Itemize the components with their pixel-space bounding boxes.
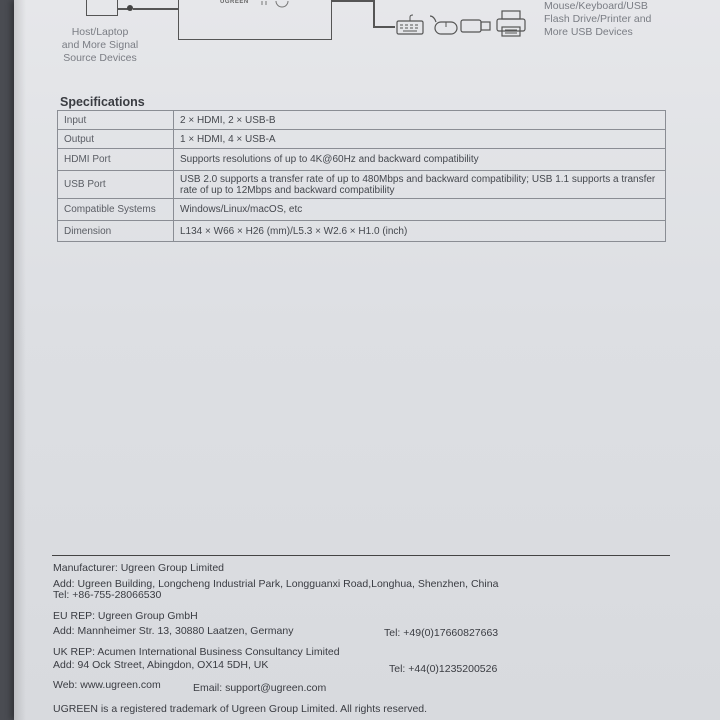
uk-rep-name: UK REP: Acumen International Business Consultancy Limited <box>53 646 340 658</box>
output-cable-line <box>332 0 374 2</box>
host-caption <box>48 26 152 65</box>
spec-value: 2 × HDMI, 2 × USB-B <box>174 111 666 130</box>
web-address[interactable]: Web: www.ugreen.com <box>53 679 161 691</box>
spec-row <box>58 221 666 242</box>
peripherals-caption-line-2: Flash Drive/Printer and <box>544 13 652 25</box>
device-port-icon <box>260 0 300 8</box>
spec-label: USB Port <box>58 171 174 199</box>
spec-value: 1 × HDMI, 4 × USB-A <box>174 130 666 149</box>
specifications-title: Specifications <box>60 95 145 109</box>
spec-label: Output <box>58 130 174 149</box>
spec-value: USB 2.0 supports a transfer rate of up to 480Mbps and backward compatibility; USB 1.1 supports a transfer rate of up to 12Mbps and backward compatibility <box>174 171 666 199</box>
spec-value: Supports resolutions of up to 4K@60Hz and backward compatibility <box>174 149 666 171</box>
keyboard-icon <box>396 14 424 36</box>
spec-row <box>58 130 666 149</box>
trademark-notice: UGREEN is a registered trademark of Ugreen Group Limited. All rights reserved. <box>53 703 428 715</box>
spec-label: Compatible Systems <box>58 199 174 221</box>
spec-row <box>58 171 666 199</box>
usb-flash-drive-icon <box>460 16 492 34</box>
manufacturer-address: Add: Ugreen Building, Longcheng Industrial Park, Longguanxi Road,Longhua, Shenzhen, China <box>53 578 499 590</box>
spec-label: Input <box>58 111 174 130</box>
spec-row <box>58 199 666 221</box>
specifications-table <box>57 110 666 242</box>
host-device-outline <box>86 0 118 16</box>
eu-rep-name: EU REP: Ugreen Group GmbH <box>53 610 198 622</box>
peripherals-caption-line-1: Mouse/Keyboard/USB <box>544 0 648 12</box>
manufacturer-tel: Tel: +86-755-28066530 <box>53 589 162 601</box>
spec-row <box>58 149 666 171</box>
footer-divider <box>52 555 670 556</box>
host-caption-line-3: Source Devices <box>63 52 137 64</box>
eu-rep-tel: Tel: +49(0)17660827663 <box>384 627 499 639</box>
mouse-icon <box>428 12 460 36</box>
manufacturer-name: Manufacturer: Ugreen Group Limited <box>53 562 224 574</box>
spec-row <box>58 111 666 130</box>
printer-icon <box>496 10 526 38</box>
host-cable-line <box>133 8 179 10</box>
output-cable-end <box>373 26 395 28</box>
spec-label: Dimension <box>58 221 174 242</box>
uk-rep-address: Add: 94 Ock Street, Abingdon, OX14 5DH, UK <box>53 659 269 671</box>
device-logo: UGREEN <box>220 0 249 5</box>
page-edge-shadow <box>14 0 26 720</box>
spec-value: L134 × W66 × H26 (mm)/L5.3 × W2.6 × H1.0 (inch) <box>174 221 666 242</box>
spec-label: HDMI Port <box>58 149 174 171</box>
host-caption-line-1: Host/Laptop <box>71 26 129 38</box>
peripherals-caption-line-3: More USB Devices <box>544 26 633 38</box>
peripherals-caption <box>544 0 714 39</box>
kvm-switch-outline <box>178 0 332 40</box>
output-cable-drop <box>373 0 375 27</box>
uk-rep-tel: Tel: +44(0)1235200526 <box>389 663 498 675</box>
spec-value: Windows/Linux/macOS, etc <box>174 199 666 221</box>
eu-rep-address: Add: Mannheimer Str. 13, 30880 Laatzen, Germany <box>53 625 294 637</box>
host-caption-line-2: and More Signal <box>61 39 139 51</box>
support-email[interactable]: Email: support@ugreen.com <box>193 682 327 694</box>
